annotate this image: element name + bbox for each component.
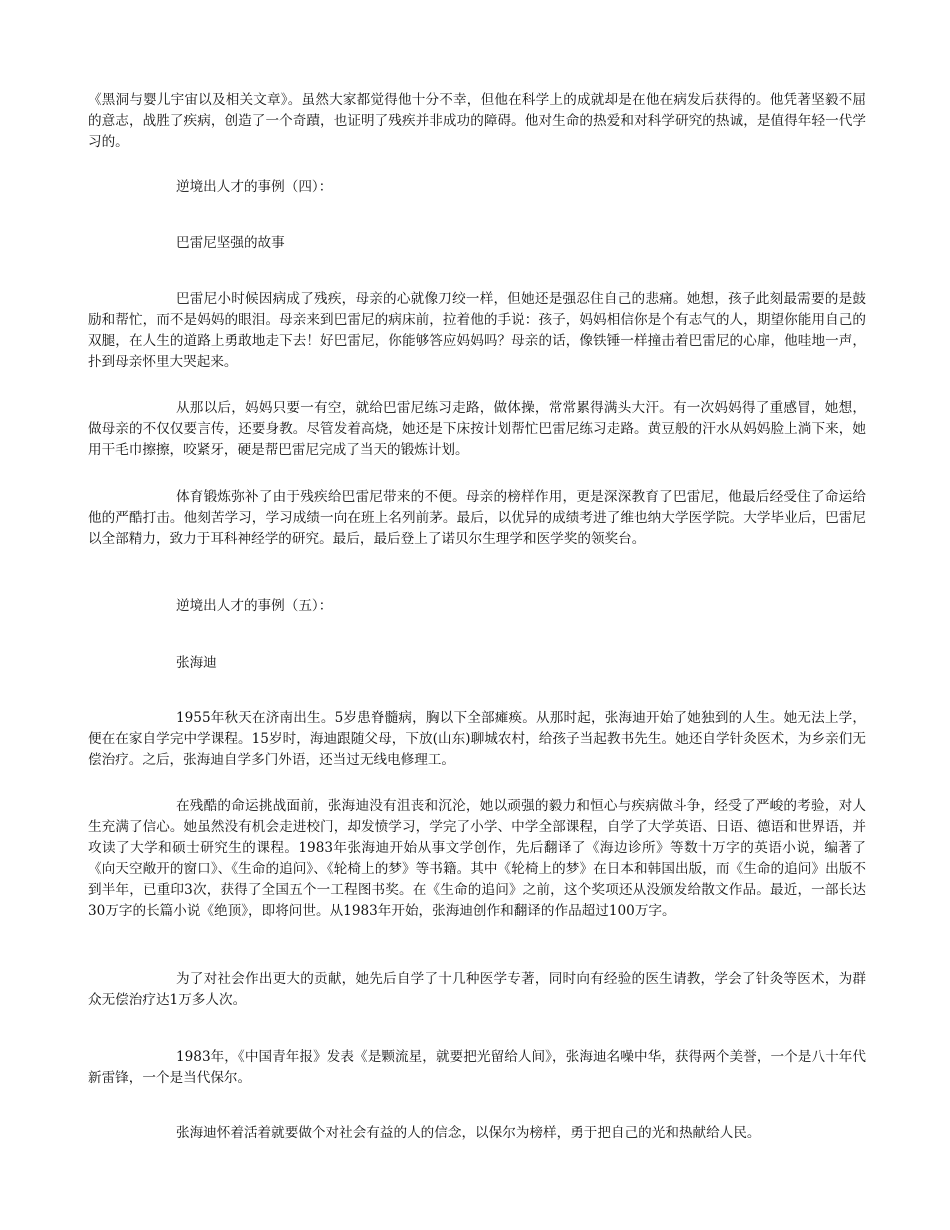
paragraph-zhang-medicine: 为了对社会作出更大的贡献，她先后自学了十几种医学专著，同时向有经验的医生请教，学会了针灸等医术，为群众无偿治疗达1万多人次。 bbox=[88, 971, 866, 1008]
paragraph-zhang-achievements: 在残酷的命运挑战面前，张海迪没有沮丧和沉沦，她以顽强的毅力和恒心与疾病做斗争，经受了严峻的考验，对人生充满了信心。她虽然没有机会走进校门，却发愤学习，学完了小学、中学全部课程，自学了大学英语、日语、德语和世界语，并攻读了大学和硕士研究生的课程。1983年张海迪开始从事文学创作，先后翻译了《海边诊所》等数十万字的英语小说，编著了《向天空敞开的窗口》、《生命的追问》、《轮椅上的梦》等书籍。其中《轮椅上的梦》在日本和韩国出版，而《生命的追问》出版不到半年，已重印3次，获得了全国五个一工程图书奖。在《生命的追问》之前，这个奖项还从没颁发给散文作品。最近，一部长达30万字的长篇小说《绝顶》，即将问世。从1983年开始，张海迪创作和翻译的作品超过100万字。 bbox=[88, 798, 866, 919]
paragraph-zhang-honors: 1983年，《中国青年报》发表《是颗流星，就要把光留给人间》，张海迪名噪中华，获得两个美誉，一个是八十年代新雷锋，一个是当代保尔。 bbox=[88, 1049, 866, 1086]
paragraph-zhang-early-life: 1955年秋天在济南出生。5岁患脊髓病，胸以下全部瘫痪。从那时起，张海迪开始了她独到的人生。她无法上学，便在在家自学完中学课程。15岁时，海迪跟随父母，下放(山东)聊城农村，给孩子当起教书先生。她还自学针灸医术，为乡亲们无偿治疗。之后，张海迪自学多门外语，还当过无线电修理工。 bbox=[88, 710, 866, 768]
paragraph-barany-success: 体育锻炼弥补了由于残疾给巴雷尼带来的不便。母亲的榜样作用，更是深深教育了巴雷尼，他最后经受住了命运给他的严酷打击。他刻苦学习，学习成绩一向在班上名列前茅。最后，以优异的成绩考进了维也纳大学医学院。大学毕业后，巴雷尼以全部精力，致力于耳科神经学的研究。最后，最后登上了诺贝尔生理学和医学奖的领奖台。 bbox=[88, 489, 866, 547]
section-heading-example-4: 逆境出人才的事例（四）： bbox=[176, 179, 333, 195]
paragraph-zhang-belief: 张海迪怀着活着就要做个对社会有益的人的信念，以保尔为榜样，勇于把自己的光和热献给人民。 bbox=[176, 1125, 761, 1141]
story-title-zhang-haidi: 张海迪 bbox=[176, 655, 217, 671]
paragraph-barany-childhood: 巴雷尼小时候因病成了残疾，母亲的心就像刀绞一样，但她还是强忍住自己的悲痛。她想，孩子此刻最需要的是鼓励和帮忙，而不是妈妈的眼泪。母亲来到巴雷尼的病床前，拉着他的手说：孩子，妈妈相信你是个有志气的人，期望你能用自己的双腿，在人生的道路上勇敢地走下去！好巴雷尼，你能够答应妈妈吗？母亲的话，像铁锤一样撞击着巴雷尼的心扉，他哇地一声，扑到母亲怀里大哭起来。 bbox=[88, 291, 866, 370]
story-title-barany: 巴雷尼坚强的故事 bbox=[176, 235, 285, 251]
paragraph-barany-training: 从那以后，妈妈只要一有空，就给巴雷尼练习走路，做体操，常常累得满头大汗。有一次妈妈得了重感冒，她想，做母亲的不仅仅要言传，还要身教。尽管发着高烧，她还是下床按计划帮忙巴雷尼练习走路。黄豆般的汗水从妈妈脸上淌下来，她用干毛巾擦擦，咬紧牙，硬是帮巴雷尼完成了当天的锻炼计划。 bbox=[88, 400, 866, 458]
section-heading-example-5: 逆境出人才的事例（五）： bbox=[176, 598, 333, 614]
paragraph-hawking-conclusion: 《黑洞与婴儿宇宙以及相关文章》。虽然大家都觉得他十分不幸，但他在科学上的成就却是在他在病发后获得的。他凭著坚毅不屈的意志，战胜了疾病，创造了一个奇蹟，也证明了残疾并非成功的障碍。他对生命的热爱和对科学研究的热诚，是值得年轻一代学习的。 bbox=[88, 92, 866, 150]
